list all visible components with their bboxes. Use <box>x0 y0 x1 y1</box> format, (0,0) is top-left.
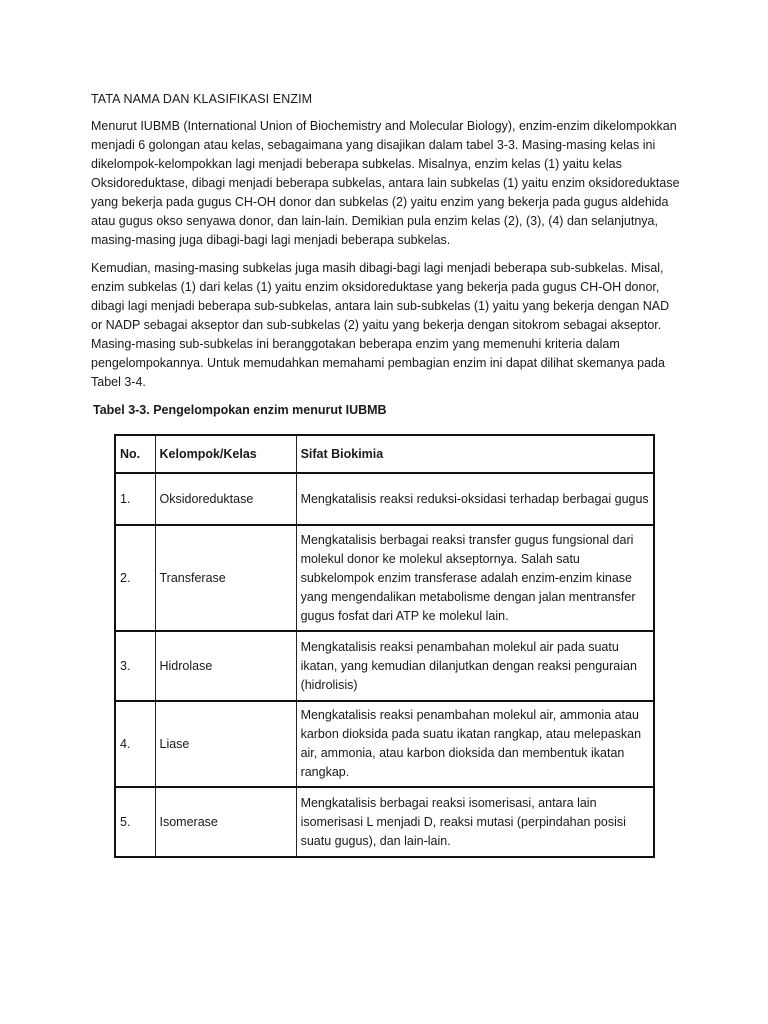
table-header-row <box>115 435 654 473</box>
table-row <box>115 525 654 631</box>
document-body <box>91 90 681 427</box>
table-row <box>115 473 654 525</box>
header-sifat: Sifat Biokimia <box>296 435 654 473</box>
header-no: No. <box>115 435 155 473</box>
cell-sifat: Mengkatalisis berbagai reaksi isomerisasi, antara lain isomerisasi L menjadi D, reaksi mutasi (perpindahan posisi suatu gugus), dan lain-lain. <box>296 787 654 857</box>
cell-sifat: Mengkatalisis berbagai reaksi transfer gugus fungsional dari molekul donor ke molekul akseptornya. Salah satu subkelompok enzim transferase adalah enzim-enzim kinase yang mengendalikan metabolisme dengan jalan mentransfer gugus fosfat dari ATP ke molekul lain. <box>296 525 654 631</box>
document-heading: TATA NAMA DAN KLASIFIKASI ENZIM <box>91 92 313 106</box>
enzyme-classification-table <box>114 434 655 858</box>
cell-kelompok: Liase <box>155 701 296 787</box>
cell-no: 2. <box>115 525 155 631</box>
cell-sifat: Mengkatalisis reaksi penambahan molekul air, ammonia atau karbon dioksida pada suatu ikatan rangkap, atau melepaskan air, ammonia, atau karbon dioksida dan membentuk ikatan rangkap. <box>296 701 654 787</box>
cell-kelompok: Transferase <box>155 525 296 631</box>
cell-kelompok: Hidrolase <box>155 631 296 701</box>
table-row <box>115 701 654 787</box>
paragraph-2: Kemudian, masing-masing subkelas juga masih dibagi-bagi lagi menjadi beberapa sub-subkelas. Misal, enzim subkelas (1) dari kelas (1) yaitu enzim oksidoreduktase yang bekerja pada gugus CH-OH donor, dibagi lagi menjadi beberapa sub-subkelas, antara lain sub-subkelas (1) yaitu yang bekerja dengan NAD or NADP sebagai akseptor dan sub-subkelas (2) yaitu yang bekerja dengan sitokrom sebagai akseptor. Masing-masing sub-subkelas ini beranggotakan beberapa enzim yang memenuhi kriteria dalam pengelompokannya. Untuk memudahkan memahami pembagian enzim ini dapat dilihat skemanya pada Tabel 3-4. <box>91 261 670 389</box>
cell-no: 4. <box>115 701 155 787</box>
table-caption: Tabel 3-3. Pengelompokan enzim menurut IUBMB <box>93 403 387 417</box>
cell-no: 5. <box>115 787 155 857</box>
cell-no: 3. <box>115 631 155 701</box>
cell-sifat: Mengkatalisis reaksi reduksi-oksidasi terhadap berbagai gugus <box>296 473 654 525</box>
cell-sifat: Mengkatalisis reaksi penambahan molekul air pada suatu ikatan, yang kemudian dilanjutkan dengan reaksi penguraian (hidrolisis) <box>296 631 654 701</box>
cell-kelompok: Oksidoreduktase <box>155 473 296 525</box>
table-row <box>115 787 654 857</box>
header-kelompok: Kelompok/Kelas <box>155 435 296 473</box>
cell-no: 1. <box>115 473 155 525</box>
paragraph-1: Menurut IUBMB (International Union of Biochemistry and Molecular Biology), enzim-enzim dikelompokkan menjadi 6 golongan atau kelas, sebagaimana yang disajikan dalam tabel 3-3. Masing-masing kelas ini dikelompok-kelompokkan lagi menjadi beberapa subkelas. Misalnya, enzim kelas (1) yaitu kelas Oksidoreduktase, dibagi menjadi beberapa subkelas, antara lain subkelas (1) yaitu enzim oksidoreduktase yang bekerja pada gugus CH-OH donor dan subkelas (2) yaitu enzim yang bekerja pada gugus aldehida atau gugus okso senyawa donor, dan lain-lain. Demikian pula enzim kelas (2), (3), (4) dan selanjutnya, masing-masing juga dibagi-bagi lagi menjadi beberapa subkelas. <box>91 119 680 247</box>
cell-kelompok: Isomerase <box>155 787 296 857</box>
table-row <box>115 631 654 701</box>
